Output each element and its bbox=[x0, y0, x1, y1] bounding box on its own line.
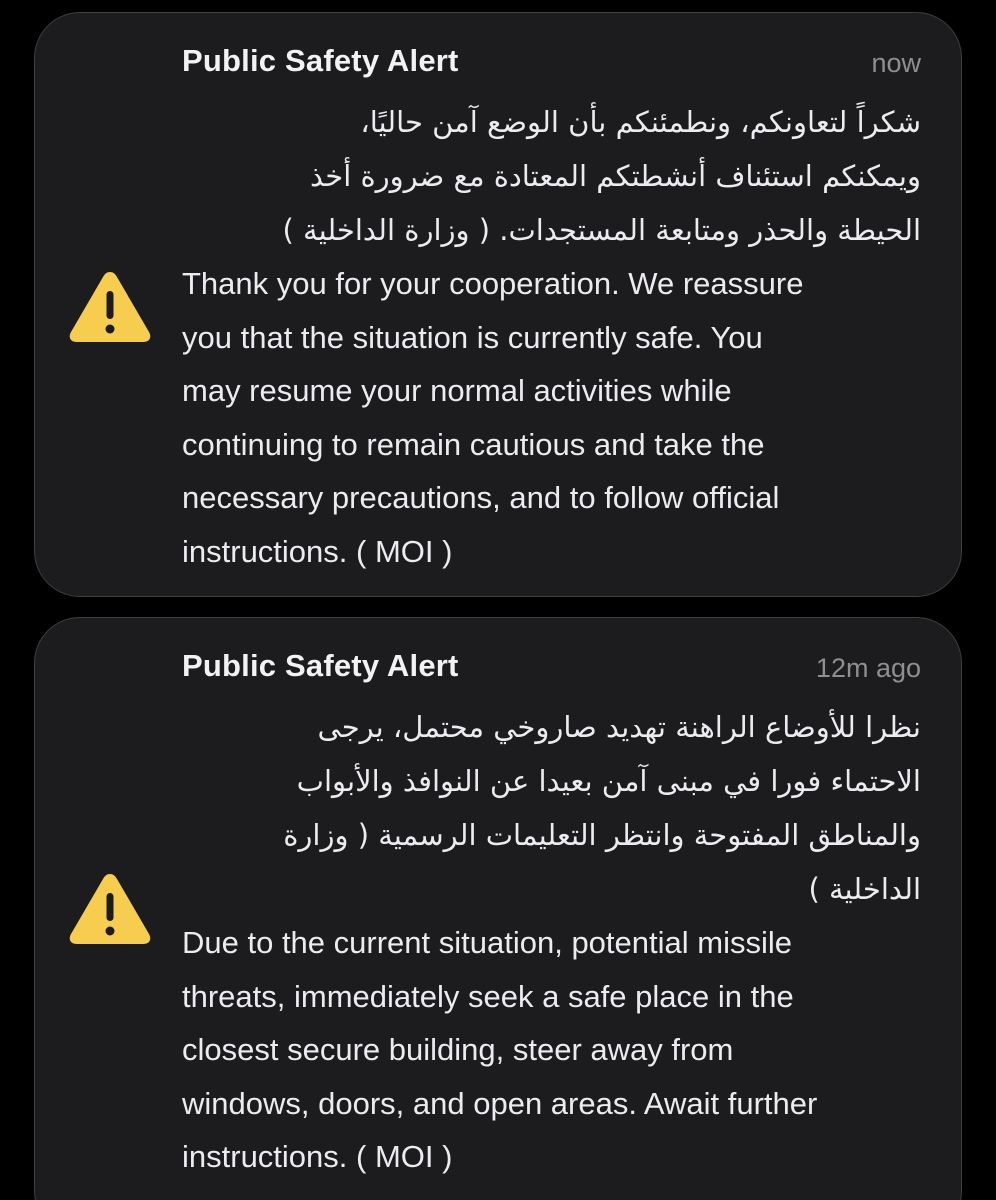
alert-english-text bbox=[182, 257, 921, 578]
arabic-text-line: الاحتماء فورا في مبنى آمن بعيدا عن النوافذ والأبواب bbox=[296, 764, 921, 798]
arabic-text-line: شكراً لتعاونكم، ونطمئنكم بأن الوضع آمن حاليًا، bbox=[360, 105, 921, 139]
alert-notification-card[interactable] bbox=[34, 12, 962, 597]
english-text-line: may resume your normal activities while bbox=[182, 373, 732, 408]
arabic-text-line: والمناطق المفتوحة وانتظر التعليمات الرسمية ( وزارة bbox=[283, 818, 921, 852]
alert-title: Public Safety Alert bbox=[182, 43, 459, 78]
english-text-line: instructions. ( MOI ) bbox=[182, 1139, 453, 1174]
alert-body bbox=[182, 95, 921, 578]
english-text-line: closest secure building, steer away from bbox=[182, 1032, 734, 1067]
english-text-line: necessary precautions, and to follow official bbox=[182, 480, 780, 515]
english-text-line: threats, immediately seek a safe place in the bbox=[182, 978, 794, 1014]
warning-triangle-icon bbox=[65, 868, 155, 948]
alert-timestamp: now bbox=[871, 48, 921, 78]
english-text-line: instructions. ( MOI ) bbox=[182, 533, 453, 569]
arabic-text-line: الحيطة والحذر ومتابعة المستجدات. ( وزارة الداخلية ) bbox=[282, 213, 921, 247]
arabic-text-line: ويمكنكم استئناف أنشطتكم المعتادة مع ضرورة أخذ bbox=[310, 159, 921, 193]
warning-triangle-icon bbox=[65, 266, 155, 346]
english-text-line: windows, doors, and open areas. Await further bbox=[182, 1085, 818, 1121]
english-text-line: you that the situation is currently safe. You bbox=[182, 319, 763, 355]
english-text-line: Due to the current situation, potential missile bbox=[182, 925, 792, 960]
arabic-text-line: الداخلية ) bbox=[808, 872, 921, 906]
alert-english-text bbox=[182, 916, 921, 1184]
english-text-line: Thank you for your cooperation. We reassure bbox=[182, 266, 804, 301]
alert-title: Public Safety Alert bbox=[182, 648, 459, 683]
alert-body bbox=[182, 700, 921, 1184]
alert-header bbox=[182, 43, 921, 87]
alert-arabic-text bbox=[182, 700, 921, 916]
alert-notification-card[interactable] bbox=[34, 617, 962, 1200]
arabic-text-line: نظرا للأوضاع الراهنة تهديد صاروخي محتمل، يرجى bbox=[317, 710, 921, 744]
alert-timestamp: 12m ago bbox=[815, 653, 921, 683]
english-text-line: continuing to remain cautious and take the bbox=[182, 426, 765, 462]
alert-arabic-text bbox=[182, 95, 921, 257]
alert-header bbox=[182, 648, 921, 692]
